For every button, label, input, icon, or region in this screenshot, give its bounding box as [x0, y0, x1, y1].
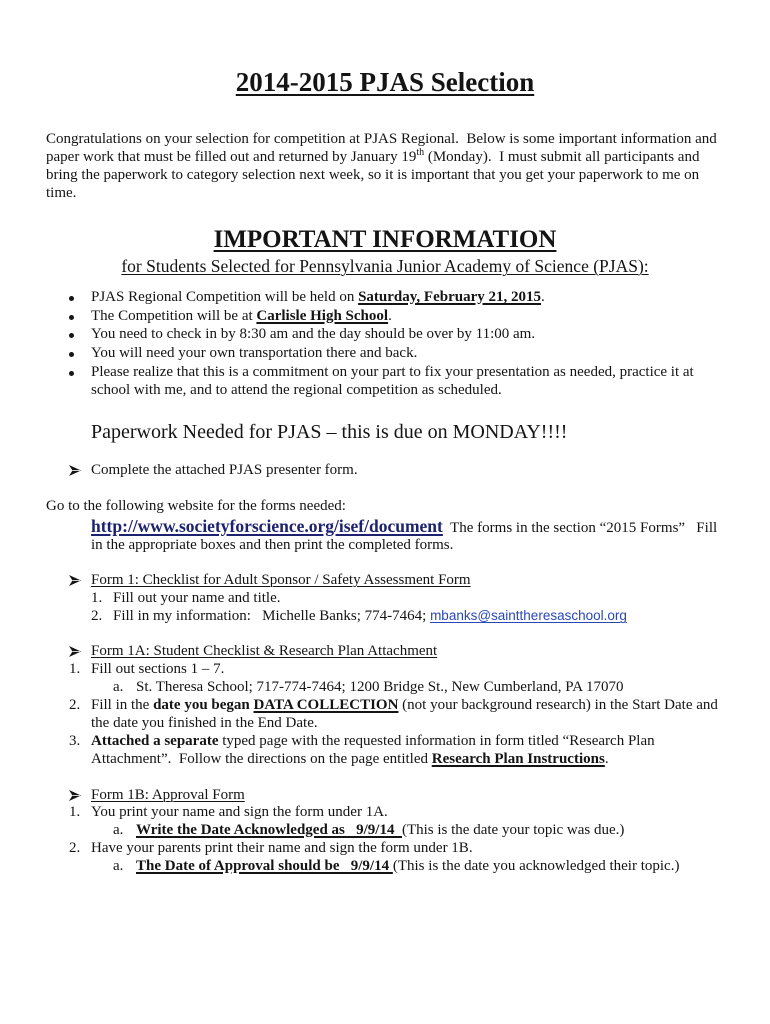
list-item-text: school with me, and to attend the regional competition as scheduled.: [91, 382, 502, 398]
step-text: You print your name and sign the form under 1A.: [91, 804, 388, 820]
step-text: the date you finished in the End Date.: [91, 715, 318, 731]
intro-line: bring the paperwork to category selection next week, so it is important that you get your paperwork to me on: [46, 167, 700, 183]
bullet-icon: [69, 371, 74, 376]
step-text: [91, 750, 609, 768]
intro-text: paper work that must be filled out and returned by January 19: [46, 149, 417, 165]
text-segment: .: [388, 308, 392, 324]
text-segment: (This is the date your topic was due.): [401, 822, 625, 838]
step-text: [91, 732, 655, 750]
text-segment: The Competition will be at: [91, 308, 257, 324]
step-number: 1.: [91, 590, 103, 606]
list-item-text: You will need your own transportation there and back.: [91, 345, 418, 361]
list-item-text: [91, 307, 392, 325]
list-item-text: [91, 288, 545, 306]
text-segment: Fill in the: [91, 697, 154, 713]
intro-line: time.: [46, 185, 77, 201]
text-segment: (This is the date you acknowledged their topic.): [392, 858, 680, 874]
arrowhead-bullet-icon: [69, 646, 81, 657]
step-number: 2.: [69, 697, 81, 713]
step-text: [91, 696, 718, 714]
competition-date: Saturday, February 21, 2015: [358, 289, 542, 305]
competition-location: Carlisle High School: [256, 308, 389, 324]
intro-text: (Monday). I must submit all participants and: [424, 149, 700, 165]
website-note: The forms in the section “2015 Forms” Fill: [442, 520, 718, 536]
paperwork-task: Complete the attached PJAS presenter form.: [91, 462, 358, 478]
step-text: Fill out sections 1 – 7.: [91, 661, 225, 677]
bold-text: date you began: [153, 697, 254, 713]
important-info-subheading: for Students Selected for Pennsylvania Junior Academy of Science (PJAS):: [121, 256, 649, 276]
substep-letter: a.: [113, 822, 124, 838]
bullet-icon: [69, 333, 74, 338]
form-1b-heading: Form 1B: Approval Form: [91, 787, 245, 803]
substep-text: [136, 857, 679, 875]
text-segment: .: [541, 289, 545, 305]
intro-line: [46, 148, 699, 166]
substep-letter: a.: [113, 858, 124, 874]
arrowhead-bullet-icon: [69, 575, 81, 586]
step-number: 1.: [69, 661, 81, 677]
paperwork-heading: Paperwork Needed for PJAS – this is due on MONDAY!!!!: [91, 421, 568, 443]
bold-underlined-text: The Date of Approval should be 9/9/14: [136, 858, 393, 874]
arrowhead-bullet-icon: [69, 465, 81, 476]
forms-website-link[interactable]: http://www.societyforscience.org/isef/document: [91, 516, 443, 536]
step-text: [113, 607, 627, 625]
bullet-icon: [69, 352, 74, 357]
website-line: [91, 516, 717, 538]
text-segment: PJAS Regional Competition will be held on: [91, 289, 359, 305]
substep-text: [136, 821, 624, 839]
text-segment: Attachment”. Follow the directions on the page entitled: [91, 751, 432, 767]
form-1-heading: Form 1: Checklist for Adult Sponsor / Safety Assessment Form: [91, 572, 471, 588]
arrowhead-bullet-icon: [69, 790, 81, 801]
step-number: 2.: [69, 840, 81, 856]
important-info-heading: IMPORTANT INFORMATION: [213, 226, 557, 253]
contact-info: Fill in my information: Michelle Banks; 774-7464;: [113, 608, 431, 624]
intro-line: Congratulations on your selection for competition at PJAS Regional. Below is some important information and: [46, 131, 717, 147]
text-segment: typed page with the requested information in form titled “Research Plan: [218, 733, 655, 749]
bullet-icon: [69, 315, 74, 320]
email-link[interactable]: mbanks@sainttheresaschool.org: [430, 608, 627, 623]
substep-letter: a.: [113, 679, 124, 695]
website-note: in the appropriate boxes and then print the completed forms.: [91, 537, 454, 553]
bold-underlined-text: Research Plan Instructions: [431, 751, 605, 767]
step-number: 3.: [69, 733, 81, 749]
bold-underlined-text: Write the Date Acknowledged as 9/9/14: [136, 822, 402, 838]
website-intro: Go to the following website for the forms needed:: [46, 498, 346, 514]
step-number: 2.: [91, 608, 103, 624]
text-segment: .: [604, 751, 609, 767]
page-title: 2014-2015 PJAS Selection: [235, 67, 535, 97]
bold-underlined-text: DATA COLLECTION: [253, 697, 399, 713]
step-number: 1.: [69, 804, 81, 820]
bold-text: Attached a separate: [91, 733, 219, 749]
form-1a-heading: Form 1A: Student Checklist & Research Plan Attachment: [91, 643, 438, 659]
ordinal-suffix: th: [416, 147, 425, 158]
step-text: Fill out your name and title.: [113, 590, 281, 606]
step-text: Have your parents print their name and sign the form under 1B.: [91, 840, 473, 856]
bullet-icon: [69, 296, 74, 301]
list-item-text: Please realize that this is a commitment on your part to fix your presentation as needed, practice it at: [91, 364, 694, 380]
list-item-text: You need to check in by 8:30 am and the day should be over by 11:00 am.: [91, 326, 536, 342]
text-segment: (not your background research) in the Start Date and: [398, 697, 718, 713]
substep-text: St. Theresa School; 717-774-7464; 1200 Bridge St., New Cumberland, PA 17070: [136, 679, 624, 695]
